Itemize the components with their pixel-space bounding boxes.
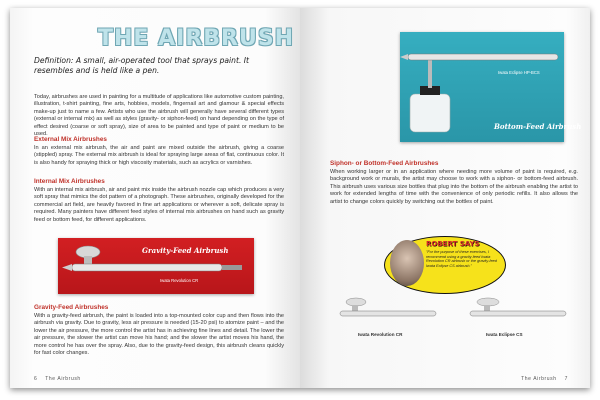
bottom-photo-caption: Bottom-Feed Airbrush: [494, 122, 582, 131]
bottom-photo-model: Iwata Eclipse HP-BCS: [498, 70, 540, 75]
revolution-cr-label: Iwata Revolution CR: [358, 332, 403, 337]
gravity-feed-text: With a gravity-feed airbrush, the paint is loaded into a top-mounted color cup and then flows into the airbrush via gravity. Due to gravity, less air pressure is needed (15-20 psi) to atomize paint – and the lower the air pressure, the more control the artist has in achieving fine lines and detail. The lower the air pressure, the slower the artist can move his hand; and the slower the artist moves his hand, the more control he has over the spray. Also, due to the gravity-feed design, this airbrush cleans quickly for fast color changes.: [34, 313, 284, 357]
gravity-photo-caption: Gravity-Feed Airbrush: [142, 246, 229, 255]
footer-title: The Airbrush: [45, 376, 81, 382]
gravity-feed-heading: Gravity-Feed Airbrushes: [34, 304, 109, 311]
robert-portrait: [390, 240, 424, 286]
siphon-feed-text: When working larger or in an application where needing more volume of paint is required, e.g. background work or murals, the artist may choose to work with a siphon- or bottom-feed airbrush. This airbrush uses various size bottles that plug into the bottom of the airbrush enabling the artist to work for extended lengths of time with the convenience of only periodic refills. It also allows the artist to change colors quickly by switching out the bottles of paint.: [330, 169, 578, 205]
left-page: [10, 8, 300, 388]
eclipse-cs-label: Iwata Eclipse CS: [486, 332, 523, 337]
page-number: 7: [564, 376, 568, 382]
badge-content: [426, 240, 500, 268]
footer-title: The Airbrush: [521, 376, 557, 382]
footer-left: [34, 376, 81, 382]
eclipse-cs-image: [464, 296, 574, 326]
book-spread: [10, 8, 590, 388]
right-page: [300, 8, 590, 388]
siphon-feed-heading: Siphon- or Bottom-Feed Airbrushes: [330, 160, 439, 167]
external-mix-text: In an external mix airbrush, the air and paint are mixed outside the airbrush, giving a coarse (stippled) spray. The external mix airbrush is ideal for spraying large areas of flat, continuous color. It is also handy for spraying thick or high viscosity materials, such as acrylics or varnishes.: [34, 145, 284, 166]
internal-mix-text: With an internal mix airbrush, air and paint mix inside the airbrush nozzle cap which produces a very soft spray that mimics the dot pattern of a photograph. These airbrushes, originally developed for the commercial art field, are heavily favored in fine art applications or wherever a soft, delicate spray is required. Many painters have different feed styles of internal mix airbrushes on hand such as gravity feed or bottom feed, for different applications.: [34, 187, 284, 223]
badge-quote: "For the purpose of these exercises, I recommend using a gravity-feed Iwata Revolution CR airbrush or the gravity-feed Iwata Eclipse CS airbrush.": [426, 250, 497, 268]
page-number: 6: [34, 376, 38, 382]
intro-paragraph: Today, airbrushes are used in painting for a multitude of applications like automotive custom painting, illustration, t-shirt painting, fine arts, hobbies, models, fingernail art and glamour & special effects make-up just to name a few. Artists who use the airbrush will generally have several different types (external or internal mix) as well as styles (gravity- or siphon-feed) on hand depending on the type of effect desired (coarse or soft spray), size of area to be painted and type of paint or medium to be used.: [34, 94, 284, 138]
footer-right: [521, 376, 568, 382]
revolution-cr-image: [334, 296, 444, 326]
definition-text: Definition: A small, air-operated tool that sprays paint. It resembles and is held like a pen.: [34, 56, 249, 75]
external-mix-heading: External Mix Airbrushes: [34, 136, 107, 143]
internal-mix-heading: Internal Mix Airbrushes: [34, 178, 105, 185]
badge-title: ROBERT SAYS: [426, 240, 480, 248]
page-title: THE AIRBRUSH: [98, 26, 295, 51]
gravity-photo-model: Iwata Revolution CR: [160, 278, 199, 283]
